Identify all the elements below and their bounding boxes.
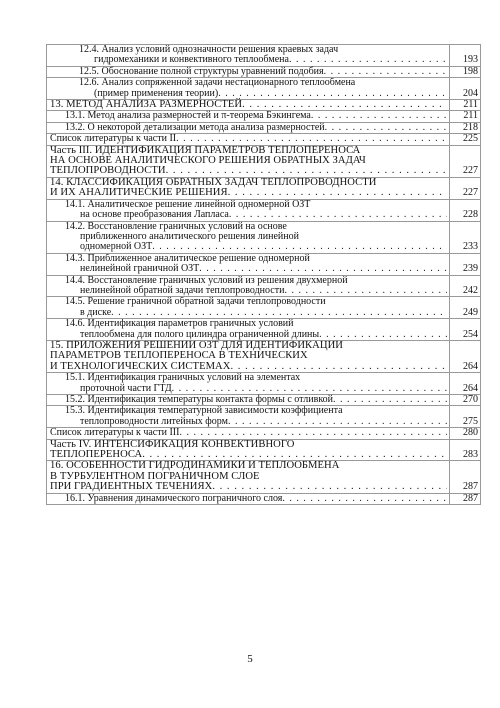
dot-leader [111, 308, 447, 318]
dot-leader [282, 494, 447, 504]
toc-page-number: 280 [450, 428, 481, 439]
toc-row [47, 221, 481, 253]
toc-entry-title [47, 199, 450, 221]
toc-entry-title [47, 134, 450, 145]
toc-page-number: 270 [450, 395, 481, 406]
toc-entry-line: НА ОСНОВЕ АНАЛИТИЧЕСКОГО РЕШЕНИЯ ОБРАТНЫХ ЗАДАЧ [50, 156, 366, 167]
toc-body [47, 45, 481, 505]
toc-row [47, 373, 481, 395]
page-number: 5 [247, 653, 253, 665]
toc-entry-last-line [65, 330, 447, 340]
toc-page-number: 193 [450, 45, 481, 67]
toc-entry-title [47, 461, 450, 493]
toc-row [47, 100, 481, 111]
dot-leader [242, 100, 447, 110]
toc-entry-line: нелинейной обратной задачи теплопроводности [80, 284, 285, 296]
toc-entry-line: на основе преобразования Лапласа [80, 209, 229, 221]
toc-entry-line: нелинейной граничной ОЗТ [80, 263, 200, 275]
toc-entry-title [47, 111, 450, 122]
toc-entry-line: 14.3. Приближенное аналитическое решение одномерной [65, 253, 310, 264]
dot-leader [218, 89, 447, 99]
toc-entry-title [47, 395, 450, 406]
toc-row [47, 45, 481, 67]
toc-page-number: 225 [450, 134, 481, 145]
toc-row [47, 111, 481, 122]
toc-entry-line: одномерной ОЗТ [80, 241, 153, 253]
toc-entry-last-line [65, 308, 447, 318]
toc-entry-last-line [65, 384, 447, 394]
dot-leader [228, 188, 447, 198]
toc-row [47, 177, 481, 199]
toc-entry-last-line [65, 123, 447, 133]
toc-entry-title [47, 78, 450, 100]
toc-entry-line: 12.6. Анализ сопряженной задачи нестационарного теплообмена [79, 78, 356, 89]
toc-row [47, 145, 481, 177]
toc-page-number: 227 [450, 145, 481, 177]
toc-entry-line: 15.1. Идентификация граничных условий на элементах [65, 373, 301, 384]
toc-entry-last-line [50, 428, 447, 438]
toc-page-number: 239 [450, 253, 481, 275]
dot-leader [172, 384, 447, 394]
toc-entry-last-line [65, 417, 447, 427]
toc-entry-line: 14.4. Восстановление граничных условий из решения двухмерной [65, 275, 348, 286]
toc-page-number: 254 [450, 319, 481, 341]
toc-page-number: 242 [450, 275, 481, 297]
toc-entry-last-line [65, 111, 447, 121]
dot-leader [284, 286, 447, 296]
toc-entry-last-line [65, 395, 447, 405]
toc-entry-last-line [50, 166, 447, 176]
toc-entry-title [47, 145, 450, 177]
toc-entry-line: 15.2. Идентификация температуры контакта формы с отливкой [65, 394, 334, 405]
toc-entry-last-line [79, 67, 447, 77]
toc-page-number: 287 [450, 493, 481, 504]
dot-leader [311, 111, 447, 121]
dot-leader [324, 67, 447, 77]
toc-entry-line: 12.4. Анализ условий однозначности решения краевых задач [79, 45, 339, 55]
dot-leader [212, 482, 447, 492]
toc-entry-line: 14.6. Идентификация параметров граничных условий [65, 319, 294, 330]
toc-entry-title [47, 406, 450, 428]
toc-row [47, 493, 481, 504]
toc-row [47, 428, 481, 439]
toc-entry-line: проточной части ГТД [80, 382, 172, 394]
toc-page-number: 227 [450, 177, 481, 199]
toc-entry-line: Часть IV. ИНТЕНСИФИКАЦИЯ КОНВЕКТИВНОГО [50, 439, 295, 450]
toc-entry-line: ПАРАМЕТРОВ ТЕПЛОПЕРЕНОСА В ТЕХНИЧЕСКИХ [50, 351, 308, 362]
toc-row [47, 340, 481, 372]
toc-entry-line: 16. ОСОБЕННОСТИ ГИДРОДИНАМИКИ И ТЕПЛООБМЕНА [50, 461, 340, 472]
toc-entry-line: теплопроводности литейных форм [80, 415, 228, 427]
toc-entry-line: 14.5. Решение граничной обратной задачи теплопроводности [65, 297, 326, 308]
toc-row [47, 78, 481, 100]
toc-entry-title [47, 100, 450, 111]
toc-entry-line: 16.1. Уравнения динамического пограничного слоя [65, 492, 283, 504]
toc-page-number: 287 [450, 461, 481, 493]
toc-entry-last-line [65, 286, 447, 296]
toc-entry-last-line [50, 482, 447, 492]
dot-leader [325, 123, 447, 133]
toc-page-number: 264 [450, 340, 481, 372]
toc-row [47, 122, 481, 133]
toc-page-number: 283 [450, 439, 481, 461]
toc-entry-line: Список литературы к части III [50, 427, 180, 439]
toc-page-number: 233 [450, 221, 481, 253]
toc-row [47, 395, 481, 406]
toc-row [47, 297, 481, 319]
toc-entry-title [47, 177, 450, 199]
toc-entry-line: гидромеханики и конвективного теплообмена [94, 54, 289, 66]
toc-entry-line: Список литературы к части II [50, 133, 177, 145]
toc-entry-title [47, 373, 450, 395]
toc-entry-last-line [50, 134, 447, 144]
toc-page-number: 211 [450, 100, 481, 111]
toc-entry-line: 14. КЛАССИФИКАЦИЯ ОБРАТНЫХ ЗАДАЧ ТЕПЛОПРОВОДНОСТИ [50, 177, 377, 188]
toc-entry-title [47, 66, 450, 77]
toc-entry-line: 15.3. Идентификация температурной зависимости коэффициента [65, 406, 343, 417]
toc-entry-line: ТЕПЛОПРОВОДНОСТИ [50, 165, 166, 177]
toc-entry-line: приближенного аналитического решения линейной [80, 231, 299, 242]
toc-entry-title [47, 45, 450, 67]
dot-leader [152, 242, 447, 252]
dot-leader [179, 428, 447, 438]
toc-page-number: 275 [450, 406, 481, 428]
toc-entry-line: 13. МЕТОД АНАЛИЗА РАЗМЕРНОСТЕЙ [50, 99, 243, 111]
dot-leader [229, 210, 447, 220]
table-of-contents [46, 44, 481, 505]
toc-entry-title [47, 439, 450, 461]
toc-entry-line: 14.2. Восстановление граничных условий на основе [65, 221, 287, 232]
toc-page-number: 211 [450, 111, 481, 122]
toc-entry-last-line [65, 494, 447, 504]
dot-leader [230, 362, 447, 372]
toc-entry-line: В ТУРБУЛЕНТНОМ ПОГРАНИЧНОМ СЛОЕ [50, 471, 260, 482]
toc-row [47, 253, 481, 275]
toc-entry-title [47, 221, 450, 253]
toc-entry-last-line [50, 450, 447, 460]
toc-page-number: 204 [450, 78, 481, 100]
toc-row [47, 439, 481, 461]
toc-entry-line: 14.1. Аналитическое решение линейной одномерной ОЗТ [65, 199, 311, 210]
toc-entry-last-line [79, 89, 447, 99]
toc-row [47, 406, 481, 428]
toc-entry-line: в диске [80, 306, 112, 318]
toc-entry-line: ТЕПЛОПЕРЕНОСА [50, 449, 143, 461]
toc-entry-title [47, 319, 450, 341]
toc-entry-last-line [50, 362, 447, 372]
toc-entry-title [47, 340, 450, 372]
toc-entry-title [47, 122, 450, 133]
dot-leader [142, 450, 447, 460]
toc-entry-line: И ТЕХНОЛОГИЧЕСКИХ СИСТЕМАХ [50, 360, 231, 372]
dot-leader [319, 330, 447, 340]
toc-row [47, 134, 481, 145]
dot-leader [166, 166, 447, 176]
toc-entry-title [47, 275, 450, 297]
toc-entry-last-line [65, 242, 447, 252]
toc-row [47, 275, 481, 297]
toc-entry-title [47, 428, 450, 439]
toc-page-number: 249 [450, 297, 481, 319]
toc-entry-title [47, 297, 450, 319]
toc-entry-line: теплообмена для полого цилиндра ограниченной длины [80, 328, 320, 340]
toc-entry-last-line [79, 55, 447, 65]
toc-page-number: 228 [450, 199, 481, 221]
toc-entry-line: Часть III. ИДЕНТИФИКАЦИЯ ПАРАМЕТРОВ ТЕПЛОПЕРЕНОСА [50, 145, 361, 156]
toc-entry-line: И ИХ АНАЛИТИЧЕСКИЕ РЕШЕНИЯ [50, 187, 228, 199]
toc-entry-last-line [50, 100, 447, 110]
toc-page-number: 264 [450, 373, 481, 395]
toc-entry-last-line [50, 188, 447, 198]
toc-entry-line: 13.2. О некоторой детализации метода анализа размерностей [65, 121, 325, 133]
toc-row [47, 319, 481, 341]
toc-entry-line: 15. ПРИЛОЖЕНИЯ РЕШЕНИЙ ОЗТ ДЛЯ ИДЕНТИФИКАЦИИ [50, 340, 343, 351]
dot-leader [228, 417, 447, 427]
toc-row [47, 66, 481, 77]
dot-leader [199, 264, 447, 274]
toc-page-number: 218 [450, 122, 481, 133]
toc-entry-line: (пример применения теории) [94, 87, 219, 99]
toc-row [47, 199, 481, 221]
dot-leader [176, 134, 447, 144]
dot-leader [289, 55, 447, 65]
toc-entry-last-line [65, 210, 447, 220]
toc-entry-line: ПРИ ГРАДИЕНТНЫХ ТЕЧЕНИЯХ [50, 481, 213, 493]
toc-entry-line: 13.1. Метод анализа размерностей и π-теорема Бэкингема [65, 110, 311, 122]
toc-entry-title [47, 253, 450, 275]
toc-row [47, 461, 481, 493]
toc-entry-title [47, 493, 450, 504]
toc-page-number: 198 [450, 66, 481, 77]
dot-leader [333, 395, 447, 405]
toc-entry-line: 12.5. Обоснование полной структуры уравнений подобия [79, 65, 324, 77]
toc-entry-last-line [65, 264, 447, 274]
